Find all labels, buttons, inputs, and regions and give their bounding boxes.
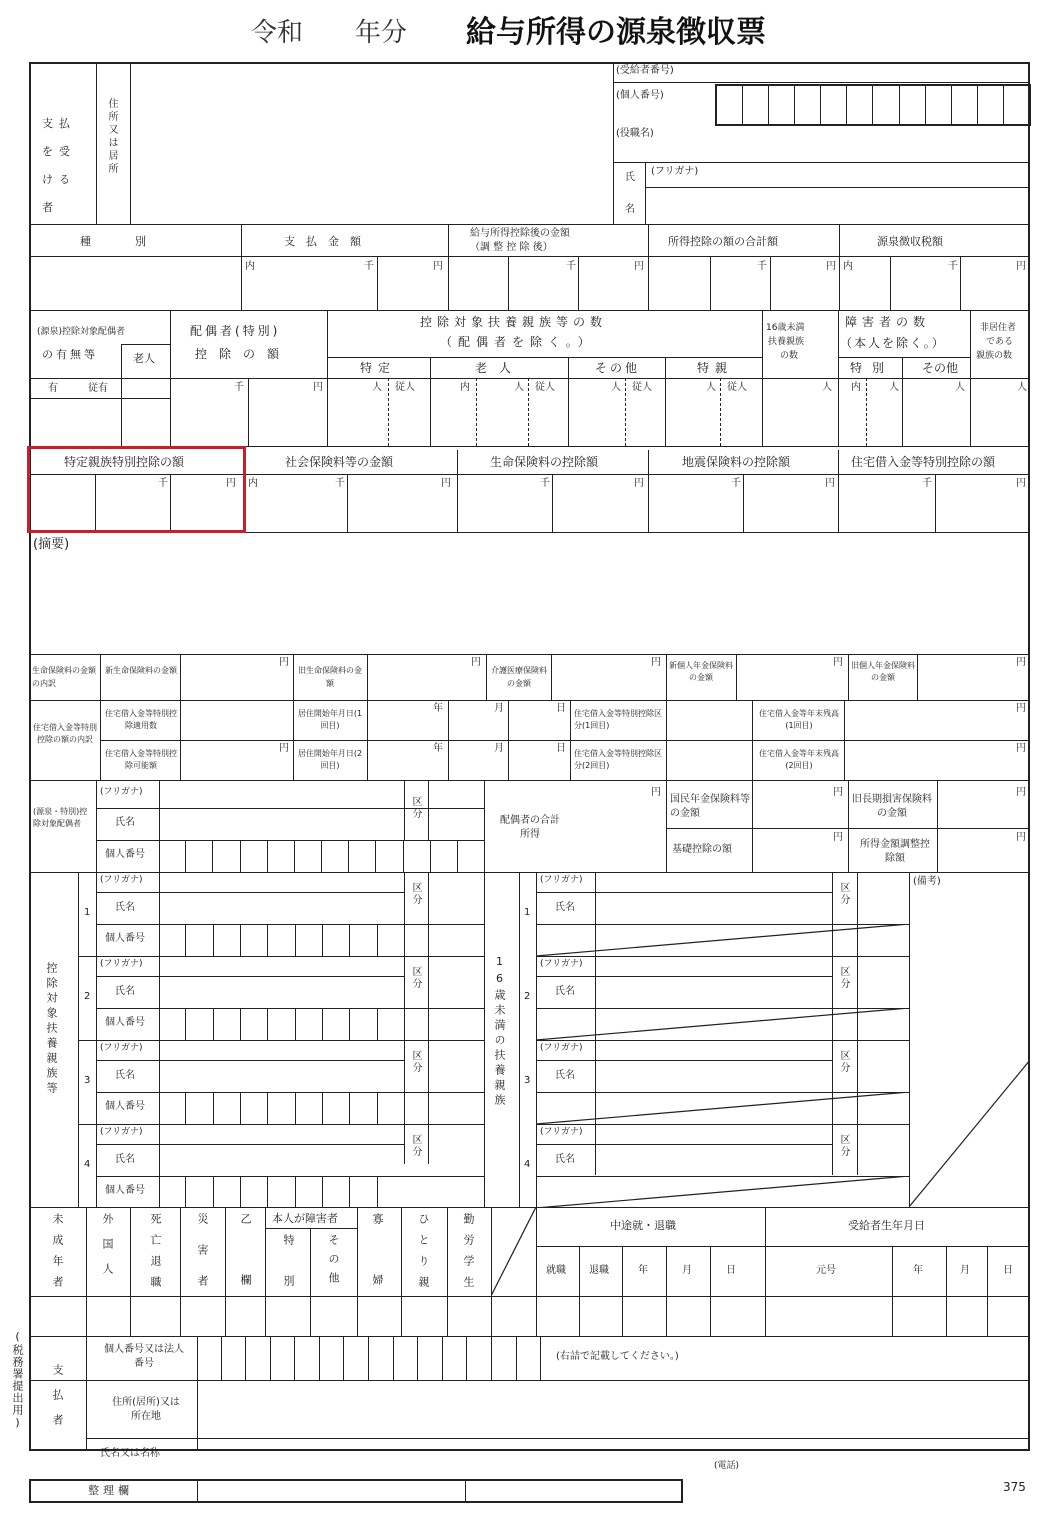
nin-mark: 人	[1017, 382, 1027, 393]
en-mark: 円	[1016, 703, 1026, 714]
housing-possible-label: 住宅借入金等特別控除可能額	[105, 749, 177, 770]
en-mark: 円	[313, 382, 323, 393]
housing-detail-label: 住宅借入金等特別控除の額の内訳	[33, 723, 97, 744]
en-mark: 円	[634, 478, 644, 489]
en-mark: 円	[441, 478, 451, 489]
foreigner-label: 外国人	[101, 1213, 114, 1288]
nin-mark: 人	[955, 382, 965, 393]
sen-mark: 千	[731, 478, 741, 489]
furigana-label: (フリガナ)	[540, 1127, 583, 1137]
en-mark: 円	[1016, 657, 1026, 668]
payer-number-note: (右詰で記載してください。)	[556, 1351, 679, 1362]
junin-mark: 従人	[632, 382, 652, 393]
working-student-label: 勤労学生	[462, 1213, 475, 1297]
kubun-label: 区分	[410, 1050, 421, 1074]
shimei-label: 氏名	[115, 986, 135, 997]
sen-mark: 千	[158, 478, 168, 489]
sen-mark: 千	[335, 478, 345, 489]
spouse-section-label: (源泉・特別)控除対象配偶者	[33, 807, 88, 828]
uchi-mark: 内	[248, 478, 258, 489]
furigana-label: (フリガナ)	[100, 787, 143, 797]
quake-insurance-label: 地震保険料の控除額	[682, 455, 791, 469]
sen-mark: 千	[364, 261, 374, 272]
uchi-mark: 内	[460, 382, 470, 393]
en-mark: 円	[433, 261, 443, 272]
nonresident-label: 非居住者	[980, 323, 1017, 333]
spouse-exist-label: (源泉)控除対象配偶者	[37, 327, 126, 337]
u16-number: 3	[524, 1075, 531, 1086]
hi-mark: 日	[556, 703, 566, 714]
after-deduction-header: 給与所得控除後の金額	[470, 228, 570, 239]
disabled-special-label: 特別	[850, 361, 895, 375]
housing-div-1-label: 住宅借入金等特別控除区分(1回目)	[574, 709, 662, 730]
bikou-label: (備考)	[913, 876, 941, 887]
uchi-mark: 内	[851, 382, 861, 393]
old-life-label: 旧生命保険料の金額	[298, 666, 362, 688]
self-disabled-label: 本人が障害者	[272, 1212, 338, 1225]
furigana-label: (フリガナ)	[100, 875, 143, 885]
remarks-diagonal	[909, 1060, 1030, 1207]
sen-mark: 千	[540, 478, 550, 489]
shimei-label: 氏名	[115, 902, 135, 913]
hi-mark: 日	[556, 743, 566, 754]
junin-mark: 従人	[395, 382, 415, 393]
under16-label2: 扶養親族	[768, 337, 805, 347]
otsu-label: 乙欄	[239, 1213, 252, 1335]
nonresident-label2: である	[986, 337, 1014, 347]
dependent-number: 2	[84, 991, 91, 1002]
nen-mark: 年	[433, 703, 443, 714]
name-char-2: 名	[625, 204, 635, 215]
uchi-mark: 内	[843, 261, 853, 272]
seiri-label: 整理欄	[88, 1484, 133, 1497]
adjust-deduction-label: 所得金額調整控除額	[860, 839, 930, 864]
deduction-total-header: 所得控除の額の合計額	[668, 235, 778, 248]
midyear-label: 中途就・退職	[610, 1219, 676, 1232]
en-mark: 円	[634, 261, 644, 272]
en-mark: 円	[1016, 478, 1026, 489]
after-adjustment-header: （調 整 控 除 後）	[470, 242, 553, 253]
shimei-label: 氏名	[555, 1154, 575, 1165]
sen-mark: 千	[948, 261, 958, 272]
basic-deduction-label: 基礎控除の額	[672, 844, 732, 855]
housing-loan-label: 住宅借入金等特別控除の額	[851, 455, 996, 469]
kojin-bango-label: 個人番号	[105, 1017, 145, 1028]
shimei-label: 氏名	[555, 1070, 575, 1081]
furigana-label: (フリガナ)	[100, 959, 143, 969]
en-mark: 円	[1016, 787, 1026, 798]
spouse-deduct-label2: 控除の額	[195, 347, 292, 361]
special-relative-deduction-label: 特定親族特別控除の額	[64, 455, 185, 469]
en-mark: 円	[1016, 261, 1026, 272]
tekiyo-label: (摘要)	[33, 537, 70, 552]
rojin2-label: 老 人	[475, 361, 512, 375]
junin-mark: 従人	[535, 382, 555, 393]
spouse-income-label: 配偶者の合計所得	[500, 815, 560, 840]
en-mark: 円	[1016, 743, 1026, 754]
dependents-count-label2: （配偶者を除く。）	[440, 335, 596, 349]
payer-number-label: 個人番号又は法人番号	[104, 1344, 184, 1369]
highlight-box	[27, 446, 246, 533]
kubun-label: 区分	[838, 1050, 849, 1074]
furigana-label: (フリガナ)	[540, 959, 583, 969]
en-mark: 円	[226, 478, 236, 489]
widow-label: 寡婦	[371, 1213, 384, 1335]
new-life-label: 新生命保険料の金額	[105, 666, 177, 675]
title-era: 令和	[251, 18, 304, 48]
tsuki-mark: 月	[494, 743, 504, 754]
en-mark: 円	[826, 261, 836, 272]
other-label: その他	[327, 1234, 340, 1291]
spouse-exist-label2: の有無等	[42, 348, 98, 361]
minor-label: 未成年者	[51, 1213, 64, 1297]
u16-number: 4	[524, 1159, 531, 1170]
nen-label: 年	[913, 1265, 923, 1276]
kubun-label: 区分	[410, 1134, 421, 1158]
old-longterm-label: 旧長期損害保険料の金額	[852, 794, 932, 819]
tsuki-label: 月	[682, 1265, 692, 1276]
shushoku-label: 就職	[546, 1265, 566, 1276]
slant-line	[536, 924, 909, 956]
housing-div-2-label: 住宅借入金等特別控除区分(2回目)	[574, 749, 662, 770]
title-year: 年分	[355, 18, 408, 48]
payer-address-label: 住所(居所)又は所在地	[112, 1397, 180, 1422]
rojin-label: 老人	[133, 352, 155, 365]
name-char-1: 氏	[625, 172, 635, 183]
shimei-label: 氏名	[115, 1154, 135, 1165]
care-label: 介護医療保険料の金額	[491, 666, 547, 688]
withholding-tax-header: 源泉徴収税額	[877, 235, 943, 248]
kubun-label: 区分	[410, 882, 421, 906]
nin-mark: 人	[611, 382, 621, 393]
kubun-label: 区分	[410, 796, 421, 820]
furigana-label: (フリガナ)	[651, 166, 699, 177]
dependent-number: 4	[84, 1159, 91, 1170]
housing-bal-1-label: 住宅借入金等年末残高(1回目)	[759, 709, 839, 730]
slant-line	[536, 1092, 909, 1124]
slant-line	[536, 1008, 909, 1040]
page-title: 給与所得の源泉徴収票	[466, 15, 766, 50]
hi-label: 日	[726, 1265, 736, 1276]
kubun-label: 区分	[838, 1134, 849, 1158]
shubetsu-header: 種 別	[80, 235, 146, 248]
en-mark: 円	[1016, 832, 1026, 843]
tsuki-label: 月	[960, 1265, 970, 1276]
en-mark: 円	[279, 657, 289, 668]
shimei-label: 氏名	[555, 902, 575, 913]
dependent-number: 1	[84, 907, 91, 918]
nin-mark: 人	[706, 382, 716, 393]
en-mark: 円	[651, 657, 661, 668]
en-mark: 円	[471, 657, 481, 668]
en-mark: 円	[825, 478, 835, 489]
furigana-label: (フリガナ)	[100, 1043, 143, 1053]
furigana-label: (フリガナ)	[100, 1127, 143, 1137]
sen-mark: 千	[922, 478, 932, 489]
kojin-bango-label: 個人番号	[105, 849, 145, 860]
address-label: 住所又は居所	[106, 98, 117, 176]
single-parent-label: ひとり親	[417, 1213, 430, 1297]
tsuki-mark: 月	[494, 703, 504, 714]
shimei-label: 氏名	[115, 1070, 135, 1081]
recipient-label: 支払を受ける者	[42, 117, 76, 214]
u16-dependents-label: 16歳未満の扶養親族	[493, 955, 506, 1109]
death-retire-label: 死亡退職	[149, 1213, 162, 1297]
form-number: 375	[1003, 1480, 1026, 1494]
u16-number: 1	[524, 907, 531, 918]
under16-label3: の数	[780, 351, 799, 361]
gengo-label: 元号	[816, 1265, 836, 1276]
slant-line	[536, 1176, 909, 1208]
nin-mark: 人	[889, 382, 899, 393]
nin-mark: 人	[822, 382, 832, 393]
receiver-number-label: (受給者番号)	[616, 65, 674, 76]
personal-number-label: (個人番号)	[616, 90, 664, 101]
ari-mark: 有	[48, 383, 58, 394]
kojin-bango-label: 個人番号	[105, 933, 145, 944]
bottom-diagonal	[491, 1207, 536, 1296]
junin-mark: 従人	[727, 382, 747, 393]
phone-label: (電話)	[714, 1461, 740, 1471]
kubun-label: 区分	[410, 966, 421, 990]
en-mark: 円	[279, 743, 289, 754]
uchi-mark: 内	[245, 261, 255, 272]
nin-mark: 人	[372, 382, 382, 393]
disaster-label: 災害者	[196, 1213, 209, 1306]
old-pension-label: 旧個人年金保険料の金額	[851, 661, 915, 682]
nin-mark: 人	[514, 382, 524, 393]
shimei-label: 氏名	[555, 986, 575, 997]
shimei-label: 氏名	[115, 817, 135, 828]
birth-label: 受給者生年月日	[848, 1219, 925, 1232]
sonota-label: その他	[595, 361, 641, 375]
nen-mark: 年	[433, 743, 443, 754]
life-detail-label: 生命保険料の金額の内訳	[32, 666, 96, 688]
position-label: (役職名)	[616, 128, 654, 139]
nonresident-label3: 親族の数	[976, 351, 1013, 361]
hi-label: 日	[1003, 1265, 1013, 1276]
dependents-count-label: 控除対象扶養親族等の数	[420, 315, 608, 329]
en-mark: 円	[833, 787, 843, 798]
kubun-label: 区分	[838, 882, 849, 906]
dependent-number: 3	[84, 1075, 91, 1086]
spouse-deduct-label: 配偶者(特別)	[190, 324, 281, 338]
kubun-label: 区分	[838, 966, 849, 990]
en-mark: 円	[651, 787, 661, 798]
submission-note: (税務署提出用)	[11, 1330, 24, 1430]
disabled-count-label: 障害者の数	[845, 315, 931, 329]
life-insurance-label: 生命保険料の控除額	[490, 455, 599, 469]
sen-mark: 千	[757, 261, 767, 272]
nen-label: 年	[638, 1265, 648, 1276]
taishoku-label: 退職	[589, 1265, 609, 1276]
furigana-label: (フリガナ)	[540, 875, 583, 885]
payer-name-label: 氏名又は名称	[100, 1448, 160, 1459]
kojin-bango-label: 個人番号	[105, 1185, 145, 1196]
tokutei-label: 特定	[360, 361, 397, 375]
move-in-date-1-label: 居住開始年月日(1回目)	[297, 709, 363, 730]
u16-number: 2	[524, 991, 531, 1002]
new-pension-label: 新個人年金保険料の金額	[669, 661, 733, 682]
sen-mark: 千	[566, 261, 576, 272]
payment-amount-header: 支 払 金 額	[284, 235, 361, 248]
en-mark: 円	[833, 657, 843, 668]
social-insurance-label: 社会保険料等の金額	[285, 455, 394, 469]
juari-mark: 従有	[88, 383, 108, 394]
under16-label: 16歳未満	[766, 323, 805, 333]
furigana-label: (フリガナ)	[540, 1043, 583, 1053]
sen-mark: 千	[234, 382, 244, 393]
en-mark: 円	[833, 832, 843, 843]
national-pension-label: 国民年金保険料等の金額	[670, 794, 750, 819]
move-in-date-2-label: 居住開始年月日(2回目)	[297, 749, 363, 770]
disabled-other-label: その他	[922, 361, 959, 375]
housing-bal-2-label: 住宅借入金等年末残高(2回目)	[759, 749, 839, 770]
payer-label: 支払者	[51, 1364, 64, 1439]
housing-apply-label: 住宅借入金等特別控除適用数	[105, 709, 177, 730]
tokushin-label: 特親	[697, 361, 734, 375]
kojin-bango-label: 個人番号	[105, 1101, 145, 1112]
special-label: 特別	[282, 1234, 295, 1316]
disabled-count-label2: （本人を除く。）	[840, 336, 946, 350]
dependents-label: 控除対象扶養親族等	[45, 962, 58, 1097]
